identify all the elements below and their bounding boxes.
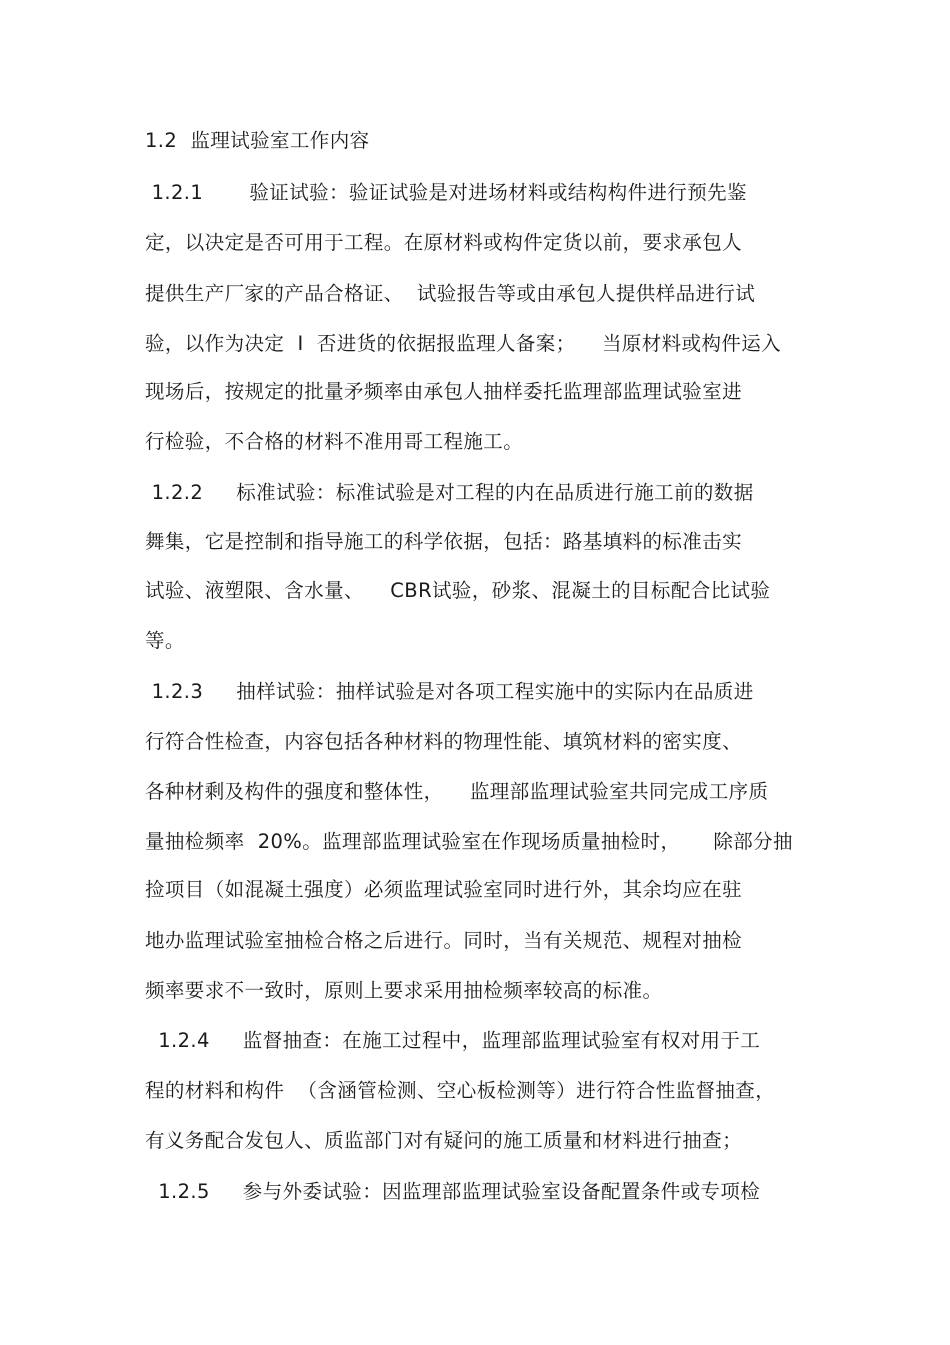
section-heading: 1.2 监理试验室工作内容 (145, 129, 370, 152)
paragraph-line: 行检验，不合格的材料不准用哥工程施工。 (145, 430, 524, 453)
paragraph-line: 提供生产厂家的产品合格证、 试验报告等或由承包人提供样品进行试 (145, 282, 756, 305)
paragraph-line: 试验、液塑限、含水量、 CBR试验，砂浆、混凝土的目标配合比试验 (145, 579, 771, 602)
paragraph-line: 1.2.5 参与外委试验：因监理部监理试验室设备配置条件或专项检 (145, 1180, 761, 1203)
paragraph-line: 现场后，按规定的批量矛频率由承包人抽样委托监理部监理试验室进 (145, 380, 743, 403)
paragraph-line: 地办监理试验室抽检合格之后进行。同时，当有关规范、规程对抽检 (145, 929, 743, 952)
paragraph-line: 行符合性检查，内容包括各种材料的物理性能、填筑材料的密实度、 (145, 730, 743, 753)
paragraph-line: 1.2.1 验证试验：验证试验是对进场材料或结构构件进行预先鉴 (145, 181, 747, 204)
paragraph-line: 频率要求不一致时，原则上要求采用抽检频率较高的标准。 (145, 979, 663, 1002)
paragraph-line: 各种材剩及构件的强度和整体性， 监理部监理试验室共同完成工序质 (145, 780, 769, 803)
paragraph-line: 验，以作为决定 I 否进货的依据报监理人备案； 当原材料或构件运入 (145, 332, 782, 355)
paragraph-line: 1.2.2 标准试验：标准试验是对工程的内在品质进行施工前的数据 (145, 481, 754, 504)
paragraph-line: 1.2.3 抽样试验：抽样试验是对各项工程实施中的实际内在品质进 (145, 680, 754, 703)
paragraph-line: 1.2.4 监督抽查：在施工过程中，监理部监理试验室有权对用于工 (145, 1029, 761, 1052)
paragraph-line: 程的材料和构件 （含涵管检测、空心板检测等）进行符合性监督抽查， (145, 1079, 776, 1102)
paragraph-line: 量抽检频率 20%。监理部监理试验室在作现场质量抽检时， 除部分抽 (145, 830, 793, 853)
paragraph-line: 有义务配合发包人、质监部门对有疑问的施工质量和材料进行抽查； (145, 1129, 743, 1152)
paragraph-line: 捡项目（如混凝土强度）必须监理试验室同时进行外，其余均应在驻 (145, 878, 743, 901)
paragraph-line: 舞集，它是控制和指导施工的科学依据，包括：路基填料的标准击实 (145, 530, 743, 553)
paragraph-line: 定，以决定是否可用于工程。在原材料或构件定货以前，要求承包人 (145, 231, 743, 254)
paragraph-line: 等。 (145, 629, 185, 652)
